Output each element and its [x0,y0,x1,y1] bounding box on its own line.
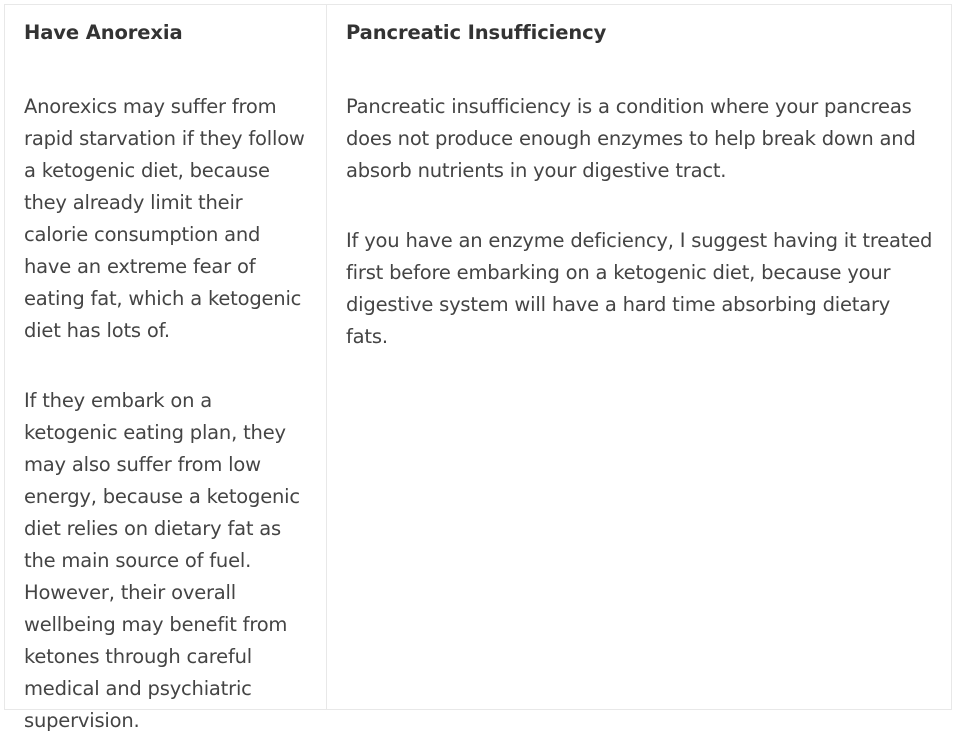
table-cell-pancreatic-insufficiency [327,5,951,709]
comparison-table [4,4,952,732]
cell-heading: Pancreatic Insufficiency [346,21,607,44]
cell-paragraph: If they embark on a ketogenic eating plan, they may also suffer from low energy, because a ketogenic diet relies on dietary fat as the main source of fuel. However, their overall wellbeing may benefit from ketones through careful medical and psychiatric supervision. [24,389,300,732]
cell-paragraph: Pancreatic insufficiency is a condition where your pancreas does not produce enough enzymes to help break down and absorb nutrients in your digestive tract. [346,95,916,182]
cell-paragraph: Anorexics may suffer from rapid starvation if they follow a ketogenic diet, because they already limit their calorie consumption and have an extreme fear of eating fat, which a ketogenic diet has lots of. [24,95,305,342]
table-cell-anorexia [5,5,327,732]
cell-paragraph: If you have an enzyme deficiency, I suggest having it treated first before embarking on a ketogenic diet, because your digestive system will have a hard time absorbing dietary fats. [346,229,933,348]
cell-heading: Have Anorexia [24,21,183,44]
